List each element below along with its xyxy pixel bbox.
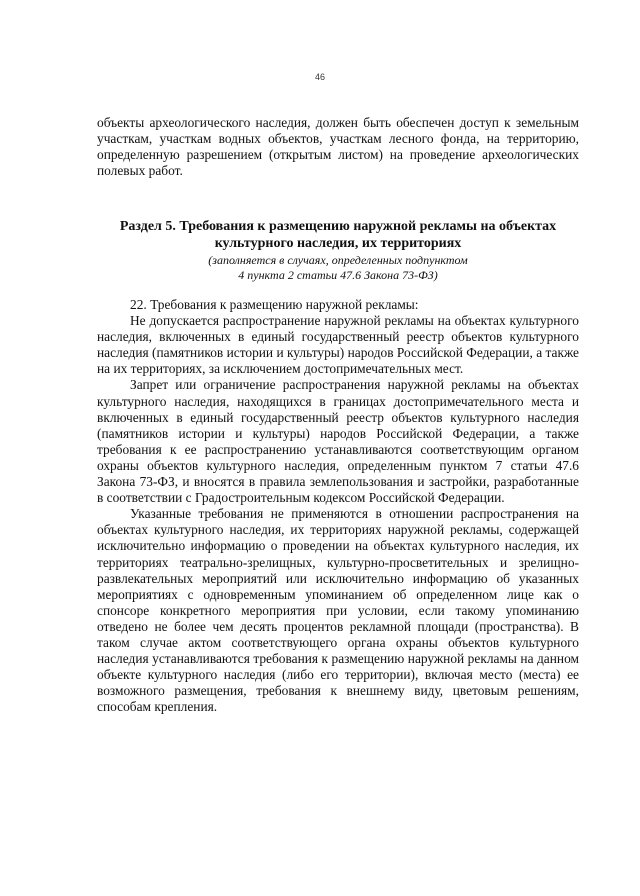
section-note-line1: (заполняется в случаях, определенных подпунктом	[208, 253, 468, 267]
section-note	[90, 253, 586, 282]
section-note-line2: 4 пункта 2 статьи 47.6 Закона 73-ФЗ)	[238, 267, 438, 282]
intro-paragraph-block	[97, 115, 579, 179]
section-title-line1: Раздел 5. Требования к размещению наружной рекламы на объектах	[119, 219, 557, 234]
item-22-heading: 22. Требования к размещению наружной рекламы:	[130, 297, 419, 312]
item-22-paragraph-1: Не допускается распространение наружной рекламы на объектах культурного наследия, включенных в единый государственный реестр объектов культурного наследия (памятников истории и культуры) народов Российской Федерации, а также на их территориях, за исключением достопримечательных мест.	[97, 313, 579, 377]
item-22-paragraph-3: Указанные требования не применяются в отношении распространения на объектах культурного наследия, их территориях наружной рекламы, содержащей исключительно информацию о проведении на объектах культурного наследия, их территориях театрально-зрелищных, культурно-просветительных и зрелищно-развлекательных мероприятий или исключительно информацию об указанных мероприятиях с одновременным упоминанием об определенном лице как о спонсоре конкретного мероприятия при условии, если такому упоминанию отведено не более чем десять процентов рекламной площади (пространства). В таком случае актом соответствующего органа охраны объектов культурного наследия устанавливаются требования к размещению наружной рекламы на данном объекте культурного наследия (либо его территории), включая место (места) ее возможного размещения, требования к внешнему виду, цветовым решениям, способам крепления.	[97, 506, 579, 715]
section-title-line2: культурного наследия, их территориях	[214, 236, 462, 251]
item-22-block	[97, 297, 579, 715]
intro-paragraph: объекты археологического наследия, должен быть обеспечен доступ к земельным участкам, участкам водных объектов, участкам лесного фонда, на территорию, определенную разрешением (открытым листом) на проведение археологических полевых работ.	[97, 115, 579, 179]
page-number: 46	[314, 72, 325, 82]
section-heading	[90, 218, 586, 282]
item-22-paragraph-2: Запрет или ограничение распространения наружной рекламы на объектах культурного наследия, находящихся в границах достопримечательного места и включенных в единый государственный реестр объектов культурного наследия (памятников истории и культуры) народов Российской Федерации, а также требования к ее распространению устанавливаются соответствующим органом охраны объектов культурного наследия, определенным пунктом 7 статьи 47.6 Закона 73-ФЗ, и вносятся в правила землепользования и застройки, разработанные в соответствии с Градостроительным кодексом Российской Федерации.	[97, 377, 579, 506]
section-title	[90, 218, 586, 252]
